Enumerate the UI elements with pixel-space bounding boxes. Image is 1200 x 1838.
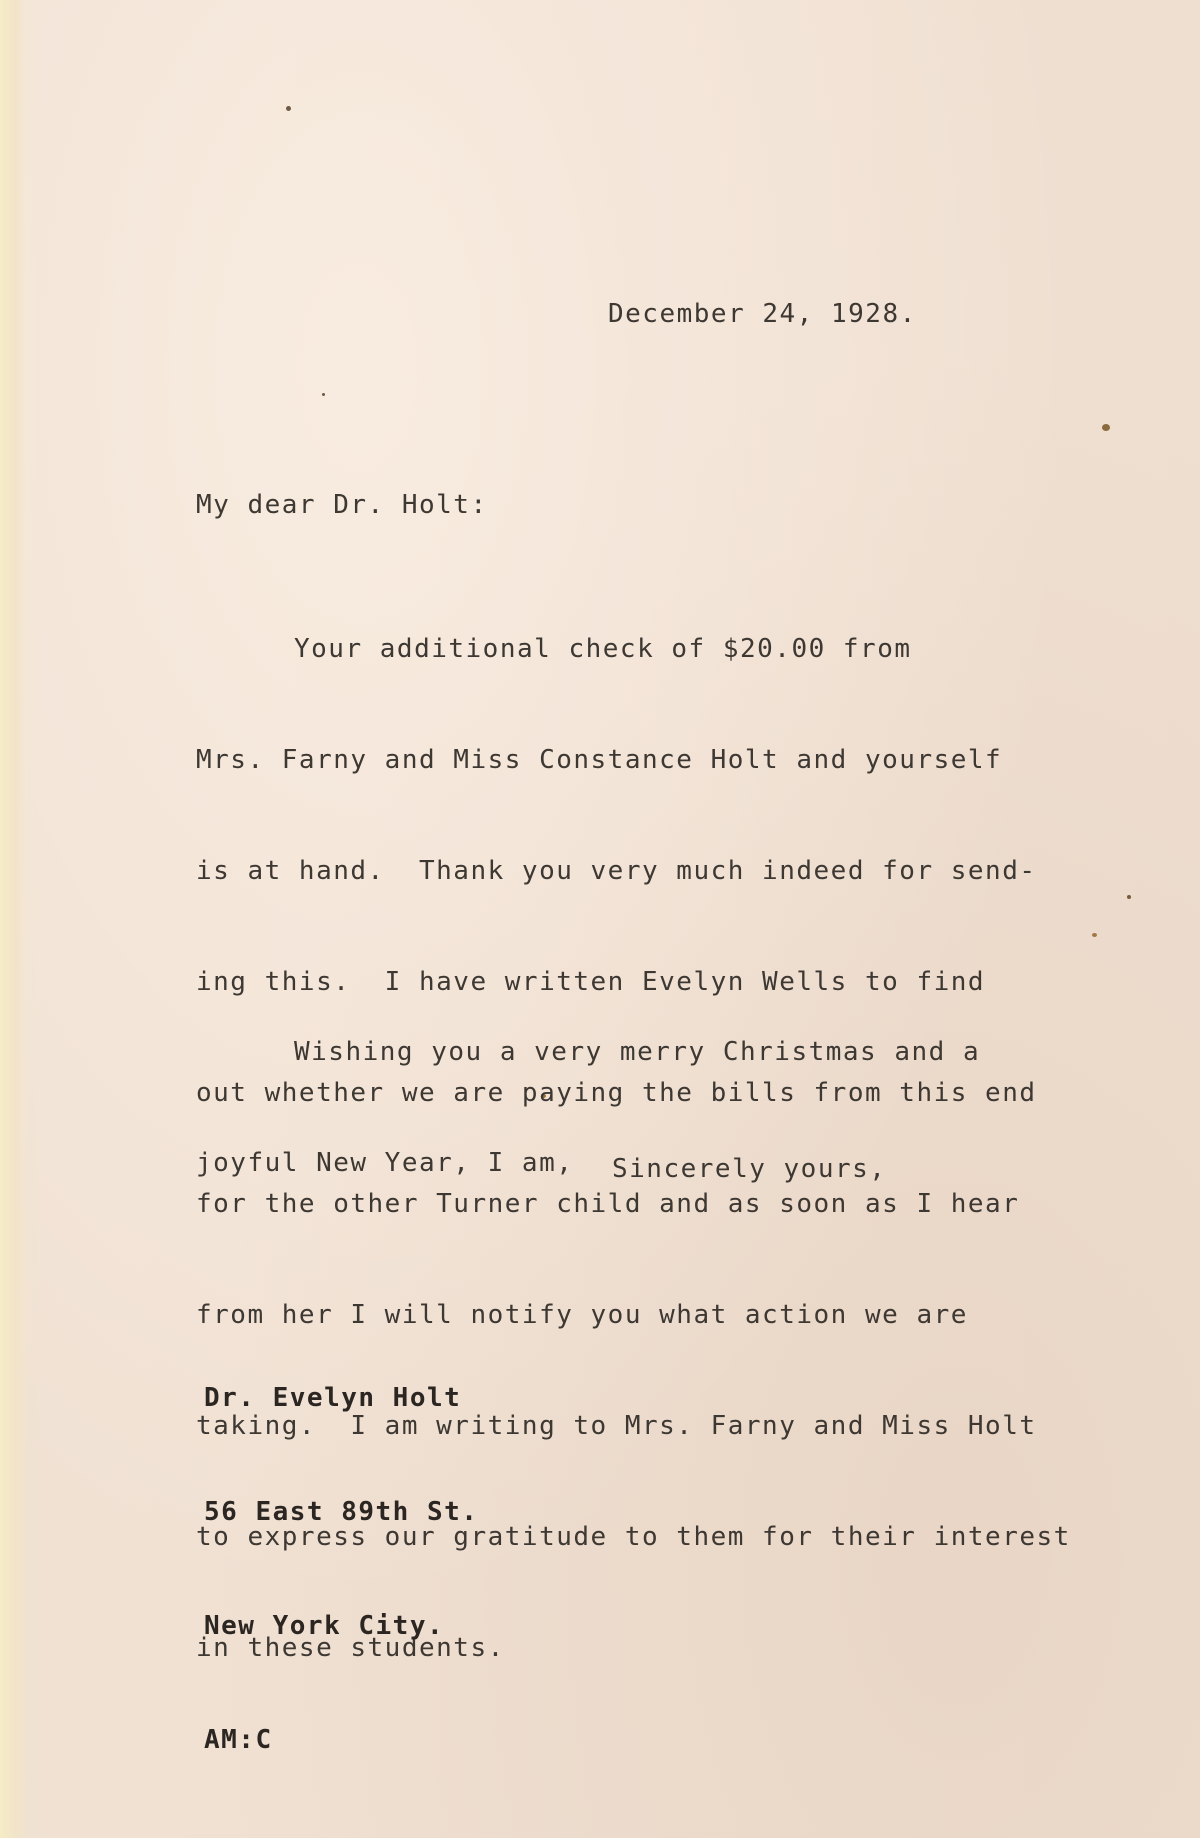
paper-speck [286, 106, 291, 111]
paper-edge [0, 0, 26, 1838]
body-line: taking. I am writing to Mrs. Farny and Miss Holt [196, 1411, 1037, 1441]
address-city: New York City. [204, 1611, 445, 1641]
paper-speck [1092, 933, 1097, 937]
body-line: ing this. I have written Evelyn Wells to find [196, 967, 986, 997]
body-line: for the other Turner child and as soon as I hear [196, 1189, 1020, 1219]
body-line: to express our gratitude to them for their interest [196, 1522, 1071, 1552]
closing-paragraph [196, 960, 980, 1256]
paper-speck [1127, 895, 1131, 899]
address-street: 56 East 89th St. [204, 1497, 479, 1527]
signoff: Sincerely yours, [612, 1154, 887, 1184]
paper-speck [1102, 424, 1110, 431]
closing-line: joyful New Year, I am, [196, 1148, 574, 1178]
letter-date: December 24, 1928. [608, 299, 917, 329]
body-line: in these students. [196, 1633, 505, 1663]
address-name: Dr. Evelyn Holt [204, 1383, 462, 1413]
body-line: is at hand. Thank you very much indeed for send- [196, 856, 1037, 886]
recipient-address [204, 1303, 478, 1835]
body-line: Your additional check of $20.00 from [294, 634, 912, 664]
closing-line: Wishing you a very merry Christmas and a [294, 1037, 981, 1067]
body-line: Mrs. Farny and Miss Constance Holt and yourself [196, 745, 1003, 775]
body-line: from her I will notify you what action we are [196, 1300, 968, 1330]
body-line: out whether we are paying the bills from this end [196, 1078, 1037, 1108]
salutation: My dear Dr. Holt: [196, 490, 488, 520]
paper-speck [322, 393, 325, 396]
typist-initials: AM:C [204, 1725, 273, 1755]
